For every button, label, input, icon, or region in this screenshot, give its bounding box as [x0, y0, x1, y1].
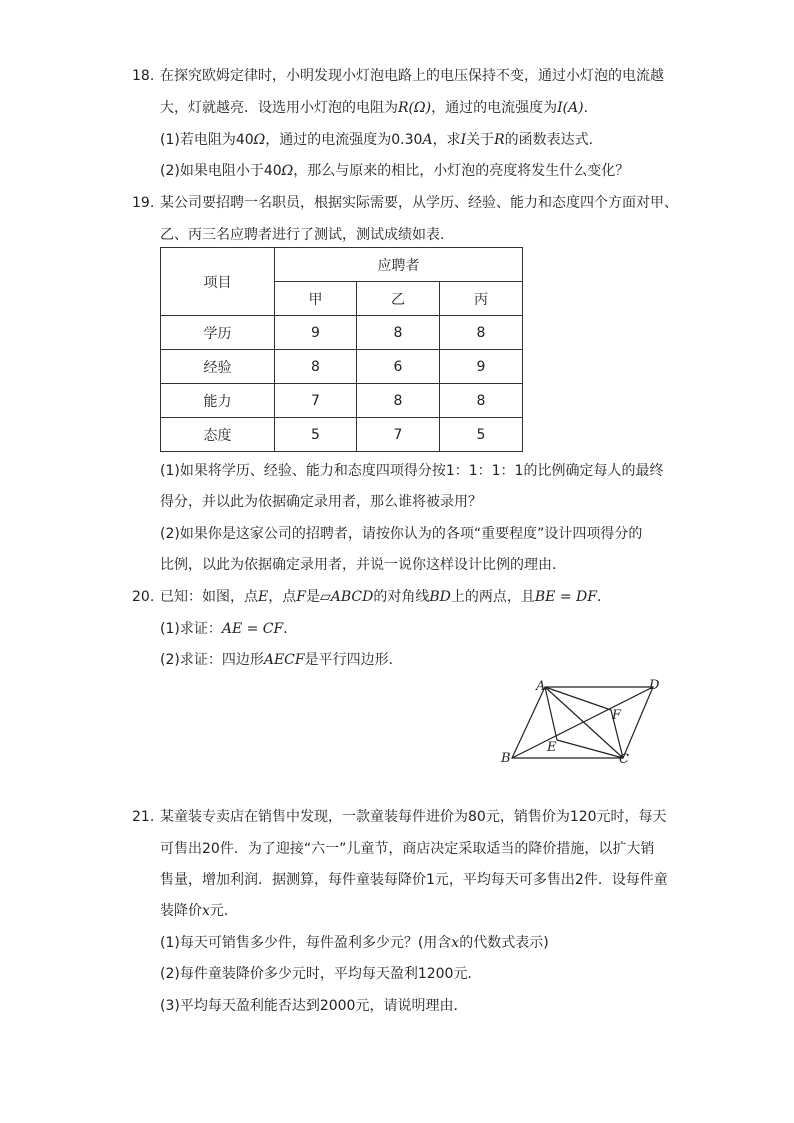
sub-question-3: (3)平均每天盈利能否达到2000元，请说明理由． [160, 998, 468, 1014]
question-text: 某公司要招聘一名职员，根据实际需要，从学历、经验、能力和态度四个方面对甲、 [160, 195, 678, 211]
score-cell: 8 [440, 384, 523, 418]
question-text: 装降价x元． [160, 903, 238, 919]
question-text: 大，灯就越亮．设选用小灯泡的电阻为R(Ω)，通过的电流强度为I(A)． [160, 100, 598, 116]
score-cell: 6 [357, 350, 440, 384]
segment-af [545, 687, 611, 710]
question-text: 在探究欧姆定律时，小明发现小灯泡电路上的电压保持不变，通过小灯泡的电流越 [160, 68, 664, 84]
table-row [161, 384, 523, 418]
sub-question-1: (1)若电阻为40Ω，通过的电流强度为0.30A，求I关于R的函数表达式． [160, 132, 603, 148]
score-cell: 9 [440, 350, 523, 384]
question-number: 20. [132, 589, 155, 605]
sub-question-2: (2)如果电阻小于40Ω，那么与原来的相比，小灯泡的亮度将发生什么变化？ [160, 163, 630, 179]
sub-question-2: (2)求证：四边形AECF是平行四边形． [160, 652, 403, 668]
sub-question-1: (1)求证：AE = CF． [160, 621, 298, 637]
table-row [161, 350, 523, 384]
row-label: 能力 [161, 384, 275, 418]
sub-question-2: (2)每件童装降价多少元时，平均每天盈利1200元． [160, 966, 482, 982]
row-label: 学历 [161, 316, 275, 350]
sub-question-2-cont: 比例，以此为依据确定录用者，并说一说你这样设计比例的理由． [160, 557, 566, 573]
score-cell: 8 [357, 316, 440, 350]
candidate-header: 甲 [275, 282, 357, 316]
question-number: 18. [132, 68, 155, 84]
label-e: E [547, 740, 557, 755]
score-cell: 7 [357, 418, 440, 452]
score-cell: 8 [357, 384, 440, 418]
row-label: 经验 [161, 350, 275, 384]
label-b: B [501, 751, 511, 766]
label-d: D [649, 678, 660, 693]
score-cell: 9 [275, 316, 357, 350]
score-cell: 5 [275, 418, 357, 452]
table-row [161, 316, 523, 350]
sub-question-1: (1)每天可销售多少件，每件盈利多少元？(用含x的代数式表示) [160, 935, 549, 951]
score-cell: 8 [275, 350, 357, 384]
sub-question-2: (2)如果你是这家公司的招聘者，请按你认为的各项“重要程度”设计四项得分的 [160, 526, 643, 542]
item-header: 项目 [161, 248, 275, 316]
row-label: 态度 [161, 418, 275, 452]
label-c: C [619, 752, 629, 767]
question-text: 某童装专卖店在销售中发现，一款童装每件进价为80元，销售价为120元时，每天 [160, 809, 667, 825]
candidate-header: 丙 [440, 282, 523, 316]
segment-ae [545, 687, 557, 740]
score-cell: 7 [275, 384, 357, 418]
question-number: 21. [132, 809, 155, 825]
score-cell: 8 [440, 316, 523, 350]
score-cell: 5 [440, 418, 523, 452]
question-text: 已知：如图，点E，点F是▱ABCD的对角线BD上的两点，且BE = DF． [160, 589, 611, 605]
table-row [161, 418, 523, 452]
sub-question-1: (1)如果将学历、经验、能力和态度四项得分按1：1：1：1的比例确定每人的最终 [160, 463, 664, 479]
parallelogram-figure [495, 672, 675, 772]
question-text: 乙、丙三名应聘者进行了测试，测试成绩如表． [160, 227, 454, 243]
score-table [160, 247, 523, 452]
label-a: A [536, 679, 546, 694]
candidates-header: 应聘者 [275, 248, 523, 282]
question-number: 19. [132, 195, 155, 211]
question-text: 售量，增加利润．据测算，每件童装每降价1元，平均每天可多售出2件．设每件童 [160, 872, 668, 888]
sub-question-1-cont: 得分，并以此为依据确定录用者，那么谁将被录用？ [160, 494, 482, 510]
label-f: F [612, 708, 622, 723]
candidate-header: 乙 [357, 282, 440, 316]
question-text: 可售出20件．为了迎接“六一”儿童节，商店决定采取适当的降价措施，以扩大销 [160, 841, 655, 857]
